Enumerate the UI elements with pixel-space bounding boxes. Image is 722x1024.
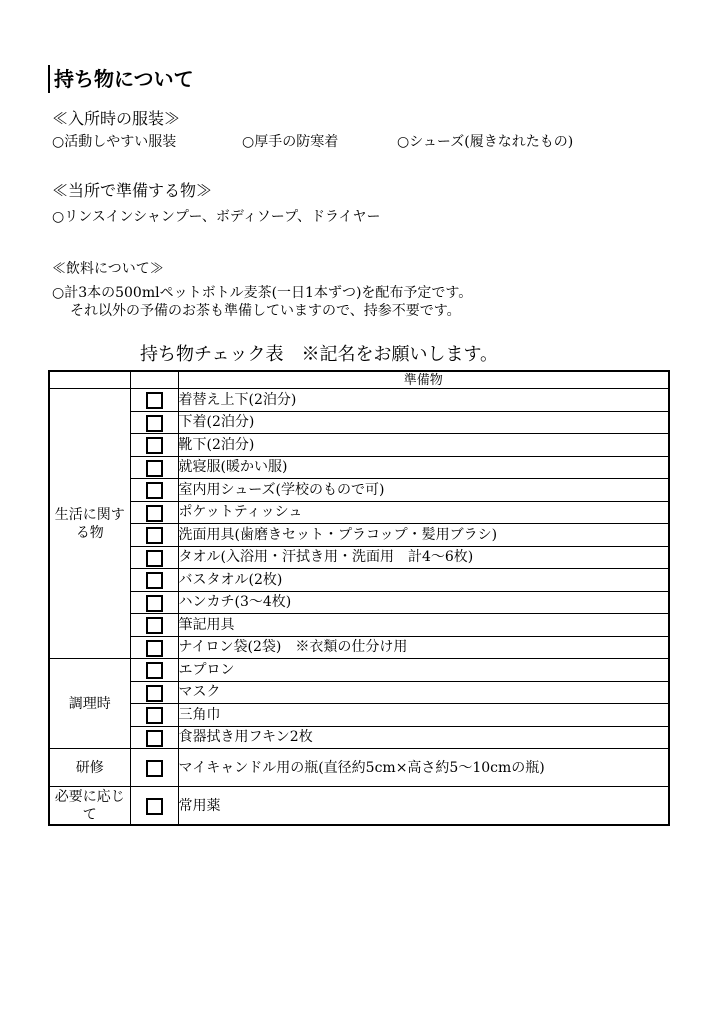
item-label: 靴下(2泊分) [178, 434, 669, 457]
item-label: 就寝服(暖かい服) [178, 456, 669, 479]
checkbox-cell [130, 787, 178, 826]
item-label: ハンカチ(3～4枚) [178, 591, 669, 614]
clothing-list [52, 133, 573, 151]
checklist-row [49, 704, 669, 727]
item-label: 室内用シューズ(学校のもので可) [178, 479, 669, 502]
checklist-row [49, 569, 669, 592]
checkbox-cell [130, 659, 178, 682]
checkbox-cell [130, 524, 178, 547]
checkbox-cell [130, 591, 178, 614]
item-label: 常用薬 [178, 787, 669, 826]
checkbox-icon[interactable] [146, 415, 163, 432]
checklist-row [49, 749, 669, 787]
item-label: 筆記用具 [178, 614, 669, 637]
checkbox-icon[interactable] [146, 392, 163, 409]
checklist-row [49, 434, 669, 457]
item-label: マイキャンドル用の瓶(直径約5cm×高さ約5～10cmの瓶) [178, 749, 669, 787]
category-cell: 調理時 [49, 659, 130, 749]
checklist-row [49, 389, 669, 412]
checklist-row [49, 524, 669, 547]
checkbox-cell [130, 704, 178, 727]
checkbox-cell [130, 569, 178, 592]
checkbox-cell [130, 726, 178, 749]
checkbox-icon[interactable] [146, 662, 163, 679]
item-label: ポケットティッシュ [178, 501, 669, 524]
checklist-row [49, 614, 669, 637]
checkbox-icon[interactable] [146, 572, 163, 589]
checklist-row [49, 726, 669, 749]
checkbox-icon[interactable] [146, 460, 163, 477]
clothing-heading: ≪入所時の服装≫ [52, 109, 181, 128]
drinks-line-1: ○計3本の500mlペットボトル麦茶(一日1本ずつ)を配布予定です。 [52, 285, 473, 301]
checkbox-icon[interactable] [146, 617, 163, 634]
checkbox-cell [130, 749, 178, 787]
checkbox-cell [130, 546, 178, 569]
checkbox-icon[interactable] [146, 760, 163, 777]
item-label: タオル(入浴用・汗拭き用・洗面用 計4～6枚) [178, 546, 669, 569]
checkbox-icon[interactable] [146, 707, 163, 724]
checklist-row [49, 787, 669, 826]
checkbox-cell [130, 411, 178, 434]
item-label: バスタオル(2枚) [178, 569, 669, 592]
checkbox-cell [130, 456, 178, 479]
checklist-title: 持ち物チェック表 ※記名をお願いします。 [140, 344, 499, 365]
checkbox-icon[interactable] [146, 505, 163, 522]
item-label: 食器拭き用フキン2枚 [178, 726, 669, 749]
item-label: エプロン [178, 659, 669, 682]
item-label: 洗面用具(歯磨きセット・プラコップ・髪用ブラシ) [178, 524, 669, 547]
checklist-table [48, 370, 670, 826]
checklist-row [49, 591, 669, 614]
item-label: ナイロン袋(2袋) ※衣類の仕分け用 [178, 636, 669, 659]
clothing-item: ○活動しやすい服装 [52, 134, 177, 150]
checkbox-cell [130, 434, 178, 457]
checkbox-icon[interactable] [146, 437, 163, 454]
checkbox-icon[interactable] [146, 798, 163, 815]
checkbox-icon[interactable] [146, 482, 163, 499]
drinks-heading: ≪飲料について≫ [52, 261, 164, 277]
checklist-row [49, 479, 669, 502]
checklist-row [49, 456, 669, 479]
category-cell: 生活に関する物 [49, 389, 130, 659]
drinks-line-2: それ以外の予備のお茶も準備していますので、持参不要です。 [70, 303, 461, 319]
checkbox-icon[interactable] [146, 550, 163, 567]
item-label: 三角巾 [178, 704, 669, 727]
provided-text: ○リンスインシャンプー、ボディソープ、ドライヤー [52, 209, 381, 225]
checkbox-cell [130, 501, 178, 524]
checkbox-icon[interactable] [146, 595, 163, 612]
provided-heading: ≪当所で準備する物≫ [52, 181, 213, 200]
category-cell: 研修 [49, 749, 130, 787]
page-title: 持ち物について [48, 65, 194, 93]
header-items-cell: 準備物 [178, 371, 669, 389]
checkbox-cell [130, 614, 178, 637]
checklist-row [49, 501, 669, 524]
checkbox-icon[interactable] [146, 685, 163, 702]
item-label: 着替え上下(2泊分) [178, 389, 669, 412]
item-label: マスク [178, 681, 669, 704]
clothing-item: ○厚手の防寒着 [242, 134, 339, 150]
clothing-item: ○シューズ(履きなれたもの) [397, 134, 574, 150]
checkbox-icon[interactable] [146, 730, 163, 747]
checklist-header-row [49, 371, 669, 389]
checklist-row [49, 636, 669, 659]
checklist-row [49, 411, 669, 434]
category-cell: 必要に応じて [49, 787, 130, 826]
item-label: 下着(2泊分) [178, 411, 669, 434]
header-check-cell [130, 371, 178, 389]
checklist-row [49, 681, 669, 704]
header-category-cell [49, 371, 130, 389]
checkbox-cell [130, 636, 178, 659]
checklist-row [49, 659, 669, 682]
checkbox-icon[interactable] [146, 527, 163, 544]
checklist-row [49, 546, 669, 569]
checkbox-icon[interactable] [146, 640, 163, 657]
checkbox-cell [130, 681, 178, 704]
checkbox-cell [130, 479, 178, 502]
checkbox-cell [130, 389, 178, 412]
